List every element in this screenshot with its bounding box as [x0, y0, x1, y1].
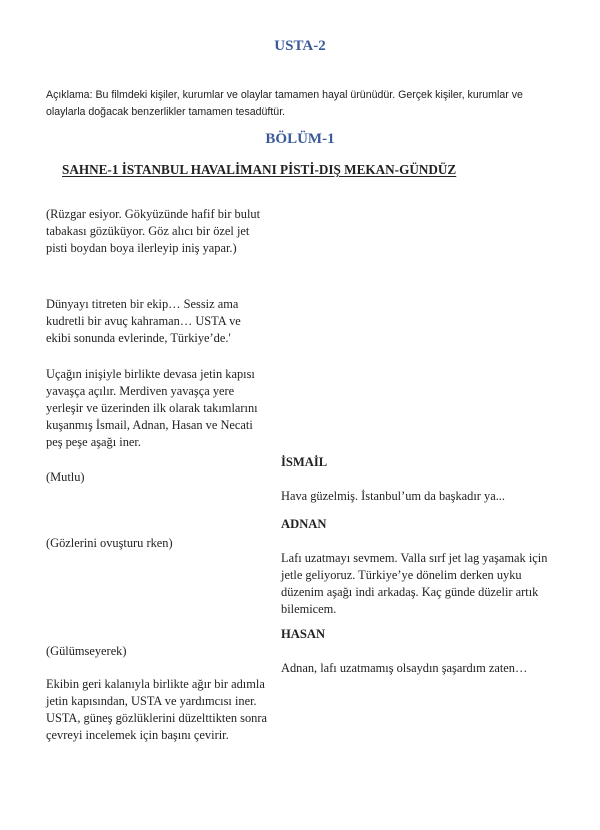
- character-name-adnan: ADNAN: [281, 517, 327, 531]
- dialogue-line-ismail: Hava güzelmiş. İstanbul’um da başkadır ya...: [281, 489, 505, 503]
- dialogue-line-hasan: Adnan, lafı uzatmamış olsaydın şaşardım zaten…: [281, 661, 528, 675]
- parenthetical-gulumseyerek: (Gülümseyerek): [46, 644, 127, 658]
- scene-heading: SAHNE-1 İSTANBUL HAVALİMANI PİSTİ-DIŞ MEKAN-GÜNDÜZ: [62, 162, 457, 177]
- disclaimer-text: Açıklama: Bu filmdeki kişiler, kurumlar ve olaylar tamamen hayal ürünüdür. Gerçek kişiler, kurumlar ve olaylarla doğacak benzerlikler tamamen tesadüftür.: [46, 89, 523, 118]
- chapter-title: BÖLÜM-1: [265, 131, 335, 147]
- character-name-ismail: İSMAİL: [281, 455, 328, 469]
- action-paragraph-3: Uçağın inişiyle birlikte devasa jetin kapısı yavaşça açılır. Merdiven yavaşça yere yerleşir ve üzerinden ilk olarak takımlarını kuşanmış İsmail, Adnan, Hasan ve Necati peş peşe aşağı iner.: [46, 367, 258, 449]
- parenthetical-gozlerini: (Gözlerini ovuşturu rken): [46, 536, 173, 550]
- document-title: USTA-2: [274, 38, 326, 54]
- action-paragraph-4: Ekibin geri kalanıyla birlikte ağır bir adımla jetin kapısından, USTA ve yardımcısı iner. USTA, güneş gözlüklerini düzelttikten sonra çevreyi incelemek için başını çevirir.: [46, 677, 267, 742]
- action-paragraph-2: Dünyayı titreten bir ekip… Sessiz ama kudretli bir avuç kahraman… USTA ve ekibi sonunda evlerinde, Türkiye’de.': [46, 297, 241, 345]
- parenthetical-mutlu: (Mutlu): [46, 470, 85, 484]
- character-name-hasan: HASAN: [281, 627, 326, 641]
- action-paragraph-1: (Rüzgar esiyor. Gökyüzünde hafif bir bulut tabakası gözüküyor. Göz alıcı bir özel jet pisti boydan boya ilerleyip iniş yapar.): [46, 207, 261, 255]
- dialogue-line-adnan: Lafı uzatmayı sevmem. Valla sırf jet lag yaşamak için jetle geliyoruz. Türkiye’ye dönelim derken uyku düzenim aşağı indi arkadaş. Kaç günde düzelir artık bilemicem.: [281, 551, 548, 616]
